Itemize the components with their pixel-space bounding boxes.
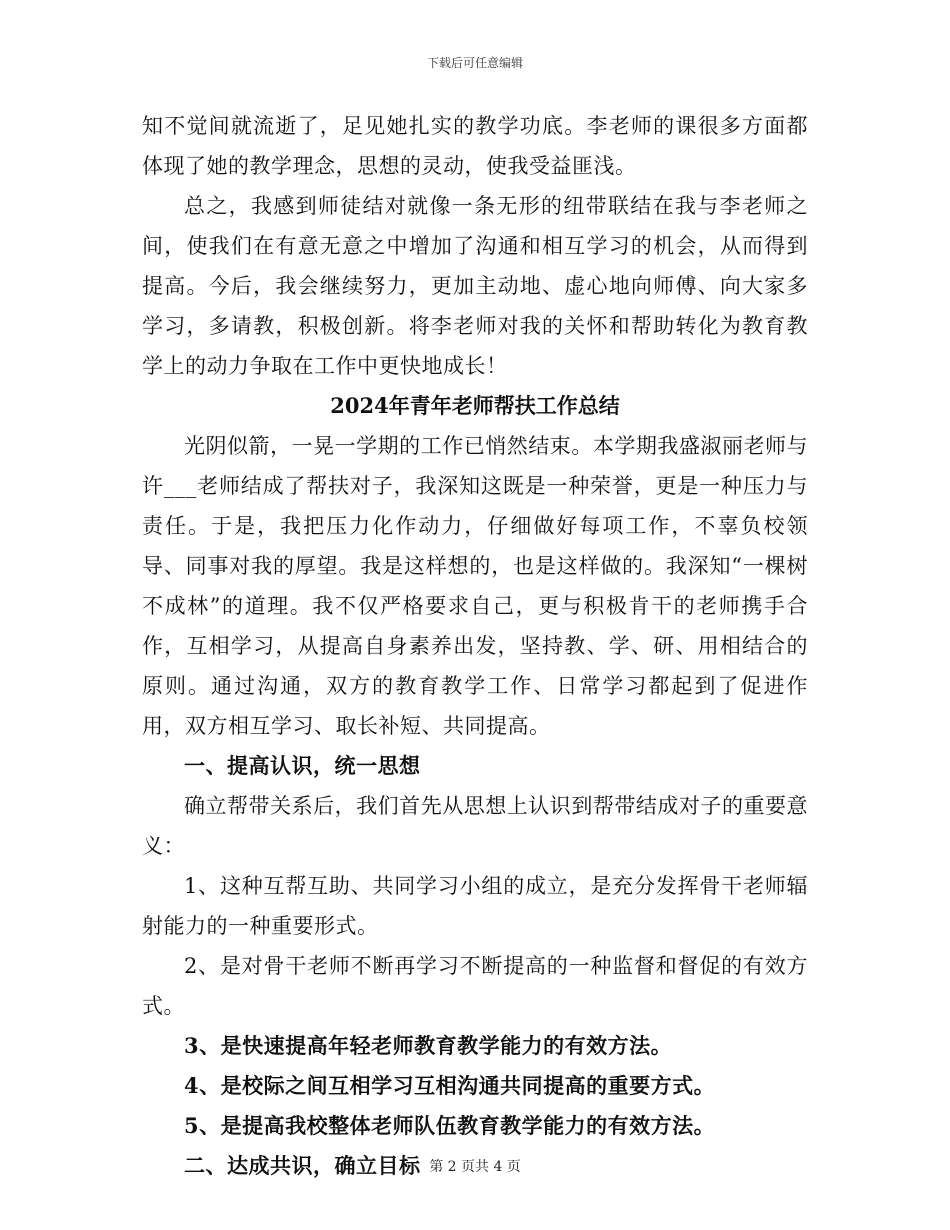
list-item: 1、这种互帮互助、共同学习小组的成立，是充分发挥骨干老师辐射能力的一种重要形式。: [142, 874, 808, 938]
list-item: 3、是快速提高年轻老师教育教学能力的有效方法。: [184, 1033, 673, 1058]
document-body: [142, 106, 808, 1186]
paragraph: 总之，我感到师徒结对就像一条无形的纽带联结在我与李老师之间，使我们在有意无意之中增加了沟通和相互学习的机会，从而得到提高。今后，我会继续努力，更加主动地、虚心地向师傅、向大家多学习，多请教，积极创新。将李老师对我的关怀和帮助转化为教育教学上的动力争取在工作中更快地成长！: [142, 194, 808, 378]
page-header: 下载后可任意编辑: [426, 56, 523, 70]
list-item: 2、是对骨干老师不断再学习不断提高的一种监督和督促的有效方式。: [142, 954, 808, 1018]
paragraph: 光阴似箭，一晃一学期的工作已悄然结束。本学期我盛淑丽老师与许___老师结成了帮扶对子，我深知这既是一种荣誉，更是一种压力与责任。于是，我把压力化作动力，仔细做好每项工作，不辜负校领导、同事对我的厚望。我是这样想的，也是这样做的。我深知“一棵树不成林”的道理。我不仅严格要求自己，更与积极肯干的老师携手合作，互相学习，从提高自身素养出发，坚持教、学、研、用相结合的原则。通过沟通，双方的教育教学工作、日常学习都起到了促进作用，双方相互学习、取长补短、共同提高。: [142, 434, 808, 738]
heading-1: 一、提高认识，统一思想: [184, 753, 421, 778]
list-item: 4、是校际之间互相学习互相沟通共同提高的重要方式。: [184, 1073, 716, 1098]
paragraph: 确立帮带关系后，我们首先从思想上认识到帮带结成对子的重要意义：: [142, 794, 808, 858]
heading-2: 二、达成共识，确立目标: [184, 1153, 421, 1178]
paragraph: 知不觉间就流逝了，足见她扎实的教学功底。李老师的课很多方面都体现了她的教学理念，思想的灵动，使我受益匪浅。: [142, 114, 808, 178]
list-item: 5、是提高我校整体老师队伍教育教学能力的有效方法。: [184, 1113, 716, 1138]
page-footer: 第 2 页共 4 页: [429, 1159, 521, 1175]
section-title: 2024年青年老师帮扶工作总结: [330, 393, 620, 418]
